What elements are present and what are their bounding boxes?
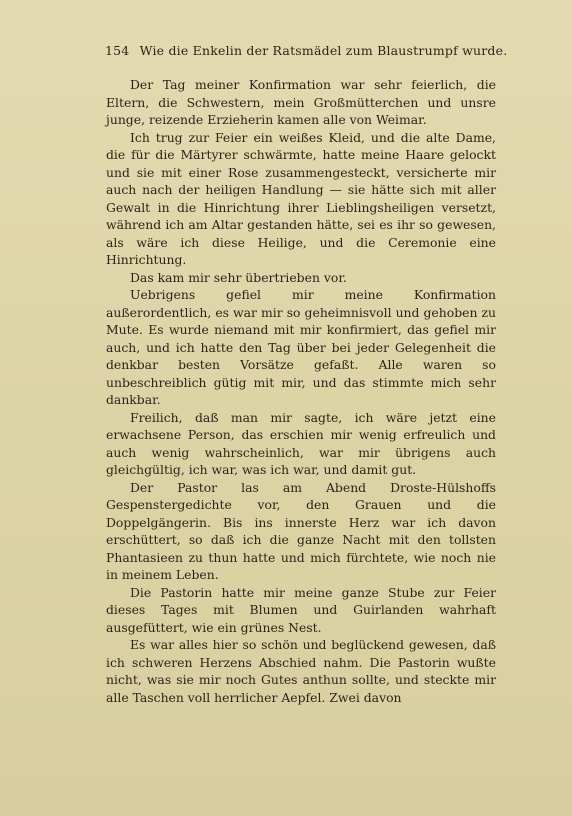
paragraph: Es war alles hier so schön und beglückend gewesen, daß ich schweren Herzens Abschied nahm. Die Pastorin wußte nicht, was sie mir noch Gutes anthun sollte, und steckte mir alle Taschen voll herrlicher Aepfel. Zwei davon [106,637,496,705]
paragraph: Freilich, daß man mir sagte, ich wäre jetzt eine erwachsene Person, das erschien mir wenig erfreulich und auch wenig wahrscheinlich, war mir übrigens auch gleichgültig, ich war, was ich war, und damit gut. [106,409,496,477]
paragraph: Ich trug zur Feier ein weißes Kleid, und die alte Dame, die für die Märtyrer schwärmte, hatte meine Haare gelockt und sie mit einer Rose zusammengesteckt, versicherte mir auch nach der heiligen Handlung — sie hätte sich mit aller Gewalt in die Hinrichtung ihrer Lieblingsheiligen versetzt, während ich am Altar gestanden hätte, sei es ihr so gewesen, als wäre ich diese Heilige, und die Ceremonie eine Hinrichtung. [106,129,496,267]
paragraph: Der Tag meiner Konfirmation war sehr feierlich, die Eltern, die Schwestern, mein Großmütterchen und unsre junge, reizende Erzieherin kamen alle von Weimar. [106,77,496,127]
paragraph: Uebrigens gefiel mir meine Konfirmation außerordentlich, es war mir so geheimnisvoll und gehoben zu Mute. Es wurde niemand mit mir konfirmiert, das gefiel mir auch, und ich hatte den Tag über bei jeder Gelegenheit die denkbar besten Vorsätze gefaßt. Alle waren so unbeschreiblich gütig mit mir, und das stimmte mich sehr dankbar. [106,287,496,407]
running-header [105,43,508,59]
paragraph: Die Pastorin hatte mir meine ganze Stube zur Feier dieses Tages mit Blumen und Guirlanden wahrhaft ausgefüttert, wie ein grünes Nest. [106,584,496,635]
body-text [106,76,496,706]
paragraph: Der Pastor las am Abend Droste-Hülshoffs Gespenstergedichte vor, den Grauen und die Doppelgängerin. Bis ins innerste Herz war ich davon erschüttert, so daß ich die ganze Nacht mit den tollsten Phantasieen zu thun hatte und mich fürchtete, wie noch nie in meinem Leben. [106,479,496,582]
running-title: Wie die Enkelin der Ratsmädel zum Blaustrumpf wurde. [139,43,508,58]
page-number: 154 [105,43,130,58]
paragraph: Das kam mir sehr übertrieben vor. [130,269,347,285]
